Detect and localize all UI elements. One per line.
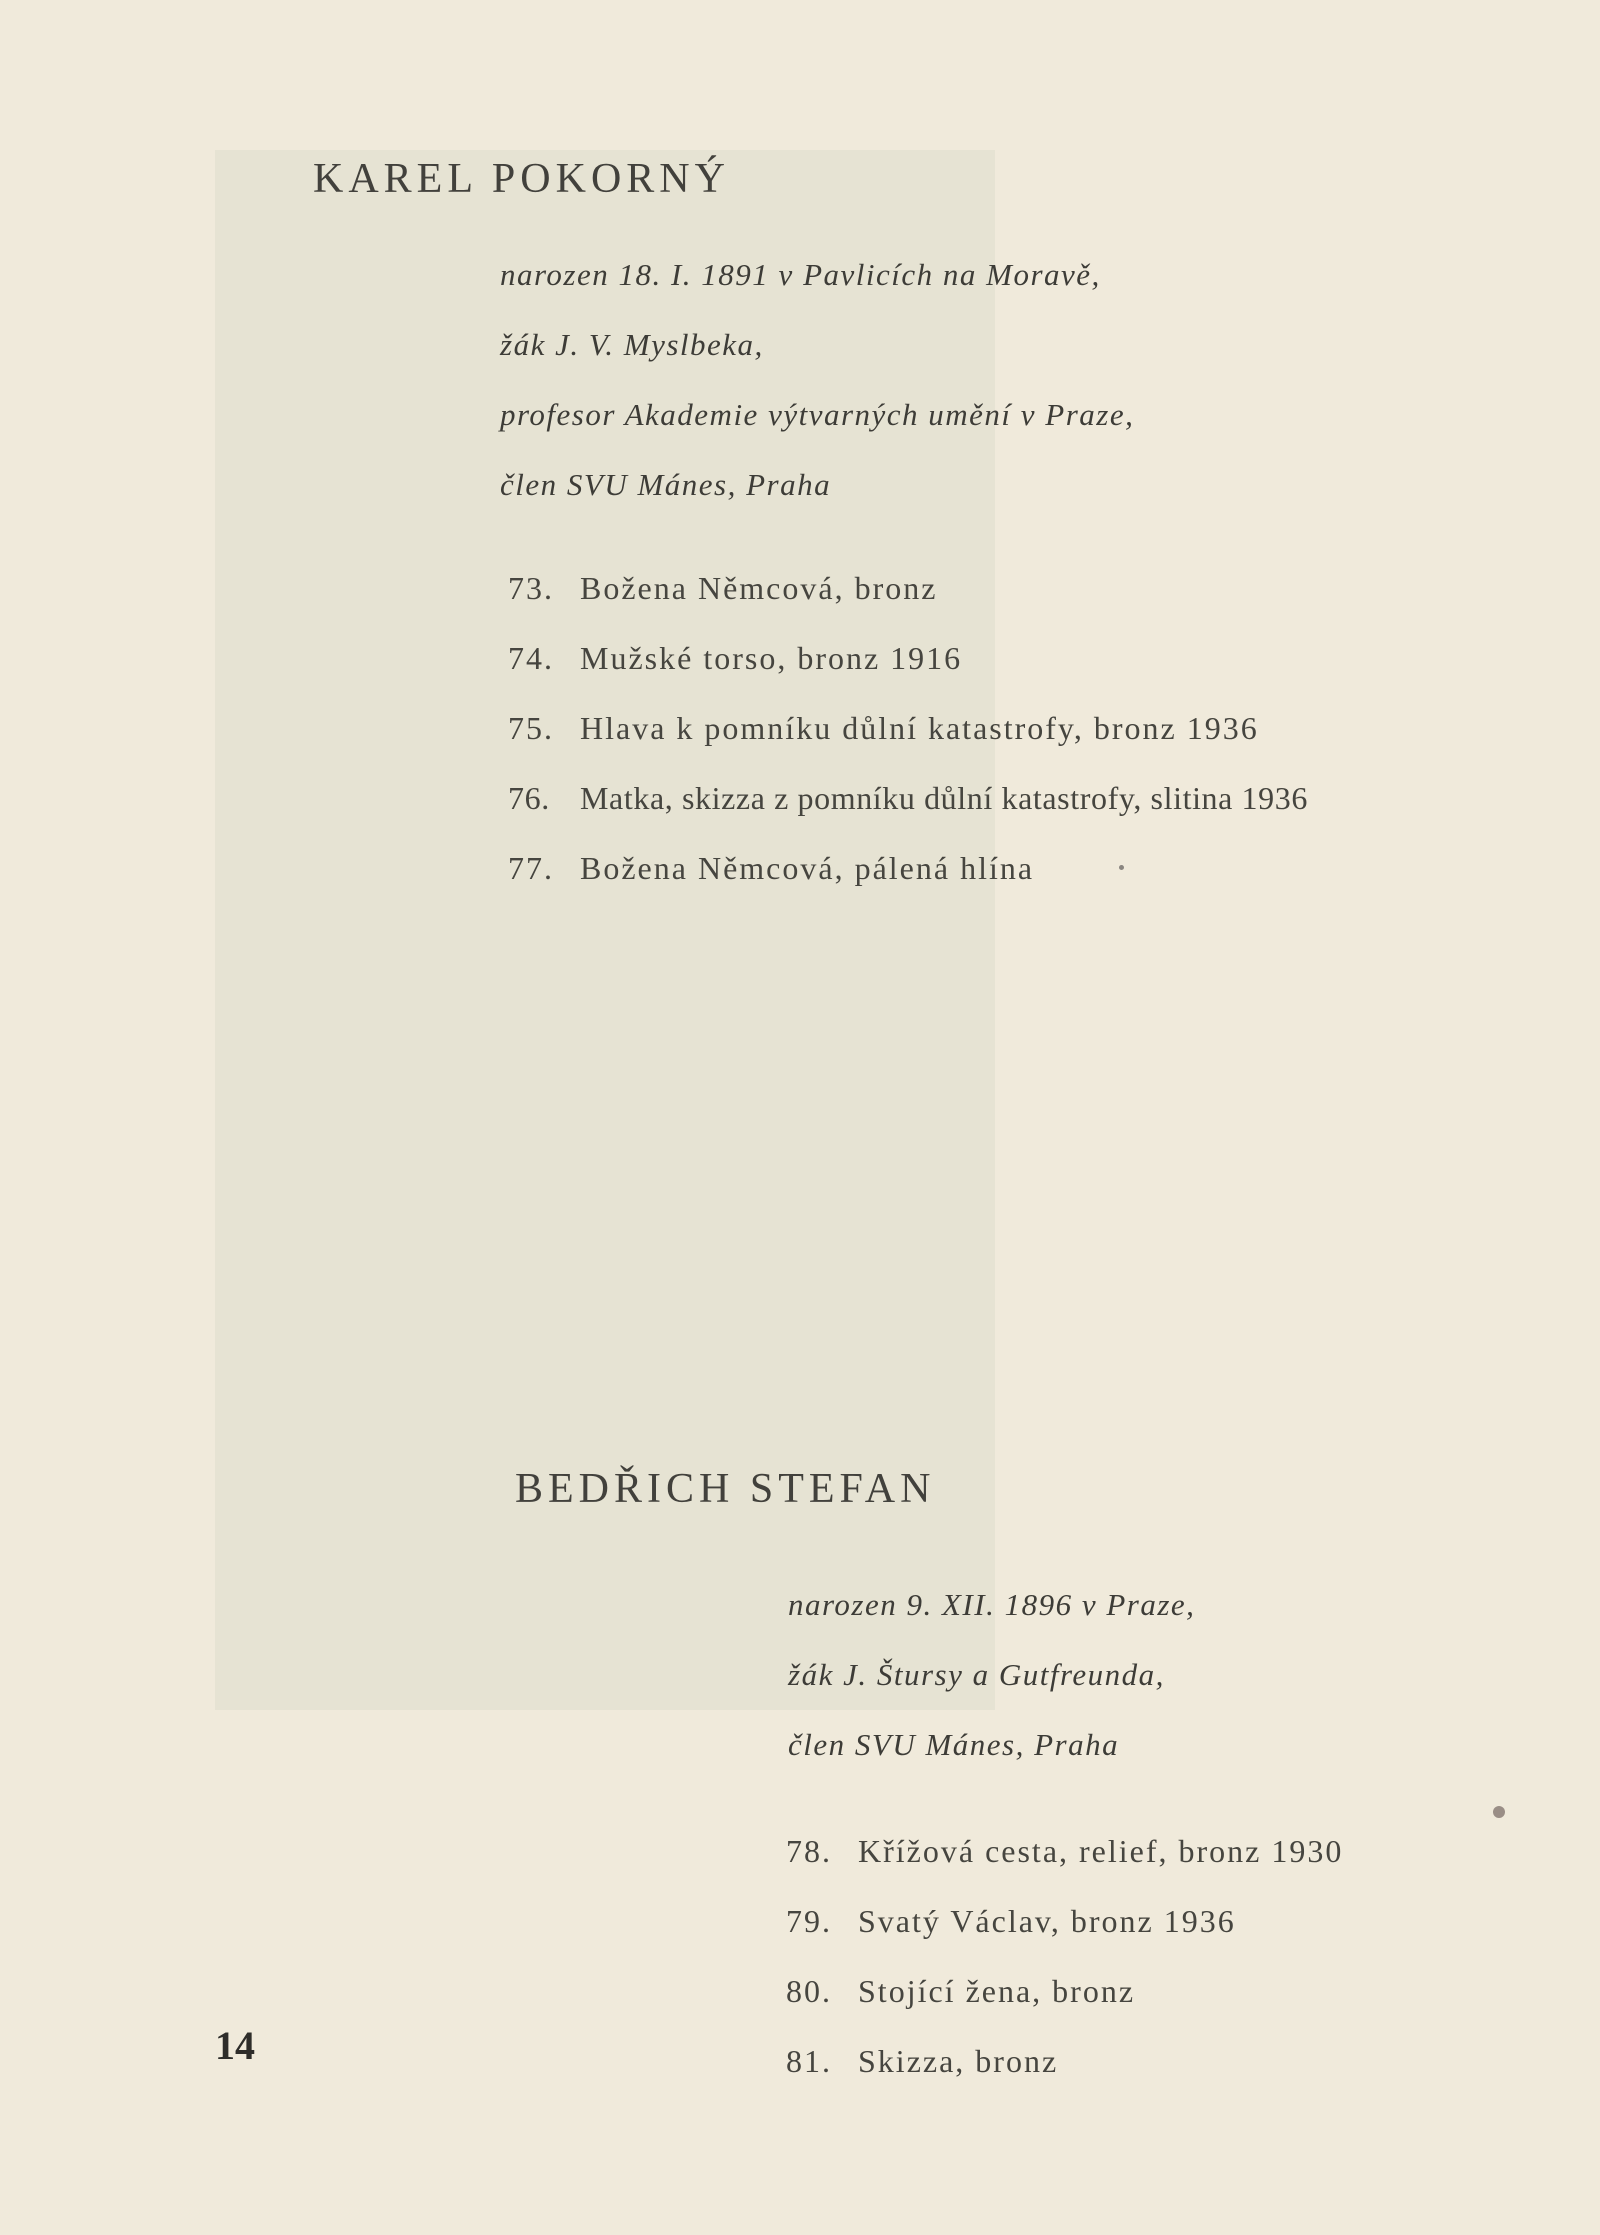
bio-line: žák J. V. Myslbeka, xyxy=(500,327,764,362)
work-title: Hlava k pomníku důlní katastrofy, bronz 1936 xyxy=(580,710,1259,746)
works-list-stefan xyxy=(786,1816,1343,2096)
work-item xyxy=(508,623,1308,693)
bio-line: žák J. Štursy a Gutfreunda, xyxy=(788,1657,1165,1692)
work-number: 78. xyxy=(786,1833,832,1869)
bio-line: člen SVU Mánes, Praha xyxy=(788,1727,1120,1762)
work-number: 76. xyxy=(508,780,550,816)
work-title: Křížová cesta, relief, bronz 1930 xyxy=(858,1833,1344,1869)
work-number: 74. xyxy=(508,640,554,676)
paper-speck xyxy=(1493,1806,1505,1818)
artist-name-stefan: BEDŘICH STEFAN xyxy=(515,1466,936,1512)
page-number: 14 xyxy=(215,2023,255,2068)
bio-line: člen SVU Mánes, Praha xyxy=(500,467,832,502)
work-number: 73. xyxy=(508,570,554,606)
artist-bio-stefan xyxy=(788,1570,1195,1780)
work-number: 75. xyxy=(508,710,554,746)
work-item xyxy=(786,1956,1343,2026)
work-title: Matka, skizza z pomníku důlní katastrofy, slitina 1936 xyxy=(580,780,1308,816)
work-number: 81. xyxy=(786,2043,832,2079)
work-item xyxy=(508,553,1308,623)
work-item xyxy=(786,1886,1343,1956)
work-number: 80. xyxy=(786,1973,832,2009)
artist-name-pokorny: KAREL POKORNÝ xyxy=(313,156,730,202)
work-title: Božena Němcová, pálená hlína xyxy=(580,850,1035,886)
artist-bio-pokorny xyxy=(500,240,1134,520)
work-title: Mužské torso, bronz 1916 xyxy=(580,640,963,676)
work-title: Stojící žena, bronz xyxy=(858,1973,1136,2009)
work-item xyxy=(786,2026,1343,2096)
work-item xyxy=(508,833,1308,903)
work-item xyxy=(508,763,1308,833)
work-title: Božena Němcová, bronz xyxy=(580,570,938,606)
bio-line: narozen 9. XII. 1896 v Praze, xyxy=(788,1587,1196,1622)
bio-line: narozen 18. I. 1891 v Pavlicích na Moravě, xyxy=(500,257,1101,292)
work-item xyxy=(786,1816,1343,1886)
bio-line: profesor Akademie výtvarných umění v Praze, xyxy=(500,397,1135,432)
work-number: 77. xyxy=(508,850,554,886)
paper-speck xyxy=(1119,865,1124,870)
work-title: Svatý Václav, bronz 1936 xyxy=(858,1903,1236,1939)
works-list-pokorny xyxy=(508,553,1308,903)
work-title: Skizza, bronz xyxy=(858,2043,1059,2079)
work-item xyxy=(508,693,1308,763)
work-number: 79. xyxy=(786,1903,832,1939)
